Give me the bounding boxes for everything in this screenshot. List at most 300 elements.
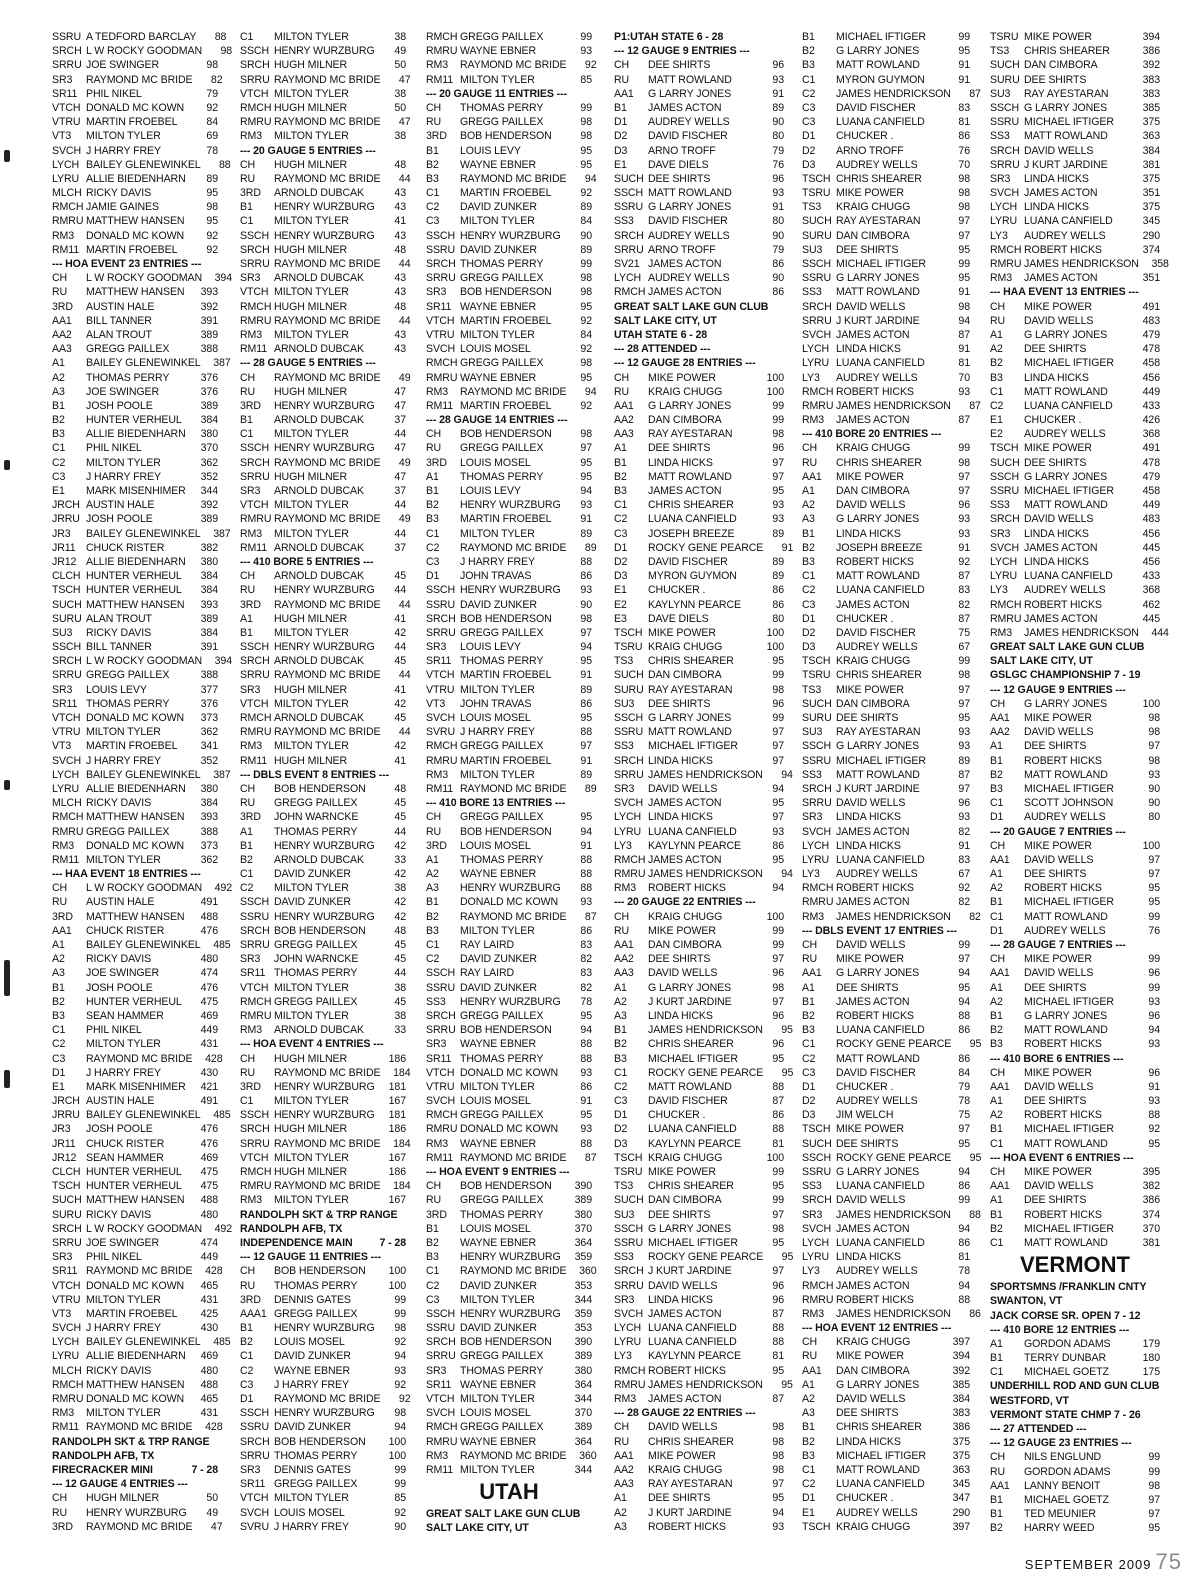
header-text: --- HAA EVENT 13 ENTRIES --- (990, 286, 1139, 299)
class-code: C1 (990, 910, 1004, 923)
class-code: B1 (614, 1024, 627, 1037)
class-code: TSRU (614, 1166, 643, 1178)
result-row (240, 569, 406, 583)
score: 91 (958, 73, 970, 86)
header-text: SWANTON, VT (990, 1295, 1063, 1308)
score: 42 (394, 868, 406, 881)
shooter-name: MATT ROWLAND (648, 187, 732, 200)
result-row (802, 839, 970, 853)
result-row (52, 200, 218, 214)
shooter-name: MATT ROWLAND (836, 768, 920, 781)
result-row (240, 1435, 406, 1449)
result-row (614, 1208, 784, 1222)
score: 474 (200, 967, 218, 980)
class-code: SRRU (614, 243, 644, 256)
class-code: TSRU (802, 187, 831, 200)
shooter-name: AUDREY WELLS (836, 158, 918, 171)
shooter-name: JAMES ACTON (648, 286, 722, 299)
class-code: C2 (802, 584, 816, 597)
shooter-name: HUGH MILNER (274, 1052, 348, 1065)
class-code: RMRU (802, 399, 834, 412)
score: 175 (1142, 1366, 1160, 1379)
score: 45 (394, 570, 406, 583)
class-code: RU (240, 1066, 256, 1079)
score: 90 (772, 116, 784, 129)
class-code: TSRU (614, 641, 643, 654)
shooter-name: BAILEY GLENEWINKEL (86, 768, 201, 781)
shooter-name: MARTIN FROEBEL (460, 754, 552, 767)
result-row (990, 172, 1160, 186)
result-row (240, 668, 411, 682)
score: 94 (958, 1166, 970, 1178)
result-row (802, 1364, 970, 1378)
class-code: D3 (614, 570, 628, 583)
shooter-name: G LARRY JONES (836, 272, 920, 285)
class-code: 3RD (240, 399, 261, 412)
header-text: GREAT SALT LAKE GUN CLUB (614, 300, 769, 313)
score: 383 (1142, 87, 1160, 100)
result-row (990, 1465, 1160, 1479)
class-code: A1 (990, 868, 1003, 881)
result-row (802, 1264, 970, 1278)
shooter-name: RICKY DAVIS (86, 626, 152, 639)
shooter-name: CHUCK RISTER (86, 924, 165, 937)
shooter-name: DEE SHIRTS (836, 243, 899, 256)
score: 38 (394, 981, 406, 994)
shooter-name: KRAIG CHUGG (648, 641, 723, 654)
class-code: SR11 (52, 87, 78, 100)
shooter-name: JIM WELCH (836, 1109, 894, 1122)
class-code: C2 (240, 882, 254, 895)
result-row (802, 825, 970, 839)
shooter-name: MATTHEW HANSEN (86, 811, 185, 824)
result-row (990, 441, 1160, 455)
class-code: RU (614, 73, 630, 86)
score: 93 (580, 1123, 592, 1136)
score: 385 (952, 1378, 970, 1391)
class-code: RM11 (426, 782, 454, 795)
score: 93 (580, 45, 592, 58)
shooter-name: JOHN WARNCKE (274, 953, 359, 966)
shooter-name: DAVID FISCHER (836, 626, 916, 639)
class-code: B2 (240, 1336, 253, 1349)
shooter-name: LINDA HICKS (648, 1009, 713, 1022)
class-code: VTCH (240, 499, 269, 512)
class-code: SR3 (802, 1208, 823, 1221)
class-code: A3 (52, 967, 65, 980)
result-row (802, 1052, 970, 1066)
result-row (52, 1293, 218, 1307)
score: 430 (200, 1322, 218, 1335)
score: 43 (394, 272, 406, 285)
result-row (52, 654, 233, 668)
section-header (990, 654, 1160, 668)
shooter-name: RAYMOND MC BRIDE (460, 910, 567, 923)
result-row (802, 271, 970, 285)
score: 98 (206, 59, 218, 72)
class-code: SU3 (52, 626, 73, 639)
class-code: A1 (240, 612, 253, 625)
class-code: SSCH (240, 229, 270, 242)
score: 444 (1151, 626, 1169, 639)
score: 88 (1148, 1109, 1160, 1122)
result-row (614, 87, 784, 101)
shooter-name: JAMES ACTON (1024, 612, 1098, 625)
result-row (614, 1236, 784, 1250)
class-code: SU3 (614, 1208, 635, 1221)
class-code: SRRU (52, 59, 82, 72)
score: 395 (1142, 1166, 1160, 1178)
section-header (990, 1323, 1160, 1337)
class-code: RMRU (240, 513, 272, 526)
section-header (990, 285, 1160, 299)
score: 99 (772, 924, 784, 937)
class-code: CH (240, 371, 256, 384)
score: 44 (398, 726, 411, 739)
class-code: LYCH (614, 272, 642, 285)
class-code: SS3 (614, 1251, 634, 1264)
class-code: RU (52, 286, 68, 299)
shooter-name: HUGH MILNER (274, 1166, 348, 1178)
result-row (52, 441, 218, 455)
shooter-name: RAYMOND MC BRIDE (86, 73, 193, 86)
shooter-name: GREGG PAILLEX (460, 1109, 544, 1122)
score: 97 (958, 697, 970, 710)
score: 353 (574, 1322, 592, 1335)
score: 92 (584, 59, 597, 72)
class-code: E2 (614, 598, 627, 611)
class-code: SSRU (802, 754, 832, 767)
class-code: C2 (426, 541, 440, 554)
shooter-name: THOMAS PERRY (274, 1449, 358, 1462)
shooter-name: LUANA CANFIELD (648, 1336, 737, 1349)
result-row (426, 966, 592, 980)
class-code: JR3 (52, 527, 71, 540)
result-row (614, 810, 784, 824)
score: 88 (580, 853, 592, 866)
shooter-name: DAVID ZUNKER (460, 1279, 537, 1292)
score: 86 (580, 924, 592, 937)
result-row (426, 243, 592, 257)
shooter-name: J HARRY FREY (86, 754, 161, 767)
class-code: SR3 (426, 1038, 447, 1051)
result-row (426, 371, 592, 385)
score: 98 (220, 45, 233, 58)
scan-mark (4, 460, 10, 470)
class-code: LYCH (802, 343, 830, 356)
result-row (802, 1208, 981, 1222)
result-row (802, 725, 970, 739)
result-row (802, 1023, 970, 1037)
result-row (52, 810, 218, 824)
shooter-name: LINDA HICKS (1024, 172, 1089, 185)
class-code: C2 (52, 456, 66, 469)
score: 394 (214, 655, 233, 668)
shooter-name: MICHAEL IFTIGER (1024, 1123, 1114, 1136)
result-row (802, 512, 970, 526)
shooter-name: BOB HENDERSON (274, 1265, 366, 1278)
result-row (426, 200, 592, 214)
result-row (990, 58, 1160, 72)
result-row (614, 881, 784, 895)
shooter-name: GREGG PAILLEX (460, 811, 544, 824)
class-code: A1 (990, 328, 1003, 341)
result-row (614, 399, 784, 413)
shooter-name: MILTON TYLER (86, 456, 161, 469)
section-header (240, 1236, 406, 1250)
score: 485 (213, 1336, 231, 1349)
result-row (52, 966, 218, 980)
score: 87 (772, 1393, 784, 1405)
shooter-name: JAMES HENDRICKSON (836, 399, 951, 412)
score: 167 (388, 1095, 406, 1108)
header-text: --- DBLS EVENT 8 ENTRIES --- (240, 768, 390, 781)
shooter-name: JAMES ACTON (836, 598, 910, 611)
class-code: D3 (614, 1137, 628, 1150)
score: 89 (772, 555, 784, 568)
shooter-name: CHRIS SHEARER (648, 655, 734, 668)
page-number: 75 (1155, 1549, 1182, 1574)
result-row (990, 214, 1160, 228)
class-code: 3RD (240, 187, 261, 200)
score: 38 (394, 130, 406, 143)
score: 47 (394, 399, 406, 412)
result-row (240, 1279, 406, 1293)
shooter-name: DAVID WELLS (836, 939, 906, 951)
score: 95 (969, 1151, 982, 1164)
score: 92 (394, 1336, 406, 1349)
score: 93 (772, 499, 784, 512)
result-row (614, 427, 784, 441)
score: 100 (388, 1265, 406, 1278)
section-header (426, 1165, 592, 1179)
score: 45 (394, 712, 406, 724)
shooter-name: MILTON TYLER (460, 1393, 535, 1405)
result-row (990, 1094, 1160, 1108)
score: 389 (574, 1421, 592, 1434)
shooter-name: BOB HENDERSON (460, 1024, 552, 1037)
shooter-name: WAYNE EBNER (460, 45, 537, 58)
result-row (426, 541, 597, 555)
class-code: VTRU (52, 1293, 81, 1306)
shooter-name: GREGG PAILLEX (274, 995, 358, 1008)
result-row (990, 1450, 1160, 1464)
score: 43 (394, 286, 406, 299)
shooter-name: RAYMOND MC BRIDE (460, 385, 567, 398)
class-code: VT3 (52, 740, 72, 753)
result-row (614, 1520, 784, 1534)
result-row (52, 1179, 218, 1193)
score: 100 (766, 910, 784, 923)
result-row (52, 129, 218, 143)
score: 86 (772, 286, 784, 299)
score: 95 (958, 981, 970, 994)
shooter-name: RAYMOND MC BRIDE (274, 1180, 381, 1193)
class-code: C2 (426, 201, 440, 214)
score: 88 (580, 1052, 592, 1065)
score: 96 (958, 797, 970, 810)
result-row (240, 271, 406, 285)
result-row (802, 1435, 970, 1449)
shooter-name: DAVID WELLS (648, 782, 718, 795)
result-row (426, 640, 592, 654)
class-code: LYCH (52, 158, 80, 171)
class-code: RU (240, 1279, 256, 1292)
class-code: RU (426, 1194, 442, 1207)
shooter-name: RAY AYESTARAN (648, 683, 733, 696)
score: 362 (200, 726, 218, 739)
shooter-name: HUNTER VERHEUL (86, 414, 182, 427)
result-row (802, 115, 970, 129)
shooter-name: MILTON TYLER (460, 683, 535, 696)
class-code: RM3 (802, 414, 825, 427)
score: 456 (1142, 371, 1160, 384)
score: 92 (206, 243, 218, 256)
class-code: LYRU (990, 215, 1018, 228)
shooter-name: DAVID ZUNKER (460, 953, 537, 966)
class-code: CH (240, 782, 256, 795)
result-row (52, 1122, 218, 1136)
score: 97 (580, 740, 592, 753)
score: 360 (579, 1265, 597, 1278)
class-code: SS3 (614, 740, 634, 753)
class-code: SR11 (52, 1265, 78, 1278)
shooter-name: MATT ROWLAND (1024, 768, 1108, 781)
result-row (614, 1349, 784, 1363)
result-row (52, 697, 218, 711)
class-code: RMRU (614, 868, 646, 881)
score: 82 (969, 910, 981, 923)
result-row (990, 839, 1160, 853)
shooter-name: MIKE POWER (648, 924, 716, 937)
score: 89 (580, 683, 592, 696)
score: 97 (1148, 853, 1160, 866)
score: 98 (580, 286, 592, 299)
shooter-name: BOB HENDERSON (460, 428, 552, 441)
shooter-name: DEE SHIRTS (1024, 1095, 1087, 1108)
class-code: TS3 (802, 201, 822, 214)
result-row (240, 186, 406, 200)
result-row (240, 158, 406, 172)
score: 45 (394, 953, 406, 966)
class-code: SSCH (240, 1109, 270, 1122)
result-row (802, 683, 970, 697)
shooter-name: TED MEUNIER (1024, 1508, 1096, 1521)
result-row (426, 1264, 597, 1278)
result-row (614, 229, 784, 243)
result-row (802, 1392, 970, 1406)
score: 387 (213, 768, 231, 781)
class-code: C3 (52, 470, 66, 483)
result-row (614, 1491, 784, 1505)
class-code: D1 (52, 1066, 66, 1079)
result-row (426, 683, 592, 697)
shooter-name: MILTON TYLER (274, 882, 349, 895)
class-code: RM11 (240, 343, 268, 356)
result-row (240, 952, 406, 966)
score: 95 (781, 1066, 794, 1079)
result-row (52, 640, 218, 654)
result-row (614, 782, 784, 796)
class-code: B3 (52, 428, 65, 441)
result-row (240, 1321, 406, 1335)
class-code: D2 (614, 130, 628, 143)
score: 99 (1148, 981, 1160, 994)
shooter-name: J HARRY FREY (86, 470, 161, 483)
shooter-name: KRAIG CHUGG (648, 1463, 723, 1476)
class-code: SRCH (240, 655, 270, 668)
class-code: SSCH (240, 641, 270, 654)
shooter-name: MARTIN FROEBEL (460, 314, 552, 327)
class-code: A1 (990, 1337, 1003, 1350)
header-text: GREAT SALT LAKE GUN CLUB (990, 641, 1145, 654)
class-code: RM3 (614, 1393, 637, 1405)
class-code: D1 (240, 1393, 254, 1405)
result-row (990, 470, 1160, 484)
result-row (52, 895, 218, 909)
class-code: RM3 (802, 910, 825, 923)
score: 91 (958, 839, 970, 852)
score: 67 (958, 641, 970, 654)
result-row (802, 73, 970, 87)
shooter-name: MIKE POWER (648, 1166, 716, 1178)
score: 86 (580, 697, 592, 710)
score: 492 (214, 1222, 233, 1235)
score: 351 (1142, 272, 1160, 285)
class-code: SVCH (802, 825, 832, 838)
class-code: RM3 (426, 768, 449, 781)
shooter-name: WAYNE EBNER (460, 1137, 537, 1150)
shooter-name: BOB HENDERSON (460, 1336, 552, 1349)
class-code: RM11 (426, 399, 454, 412)
score: 351 (1142, 187, 1160, 200)
score: 394 (952, 1350, 970, 1363)
score: 364 (574, 1435, 592, 1448)
result-row (614, 527, 784, 541)
shooter-name: HUGH MILNER (86, 1492, 160, 1505)
result-row (240, 1520, 406, 1534)
score: 91 (772, 87, 784, 100)
result-row (240, 427, 406, 441)
shooter-name: MICHAEL IFTIGER (1024, 1222, 1114, 1235)
result-row (240, 328, 406, 342)
class-code: B1 (240, 839, 253, 852)
score: 86 (580, 570, 592, 583)
class-code: RMRU (240, 726, 272, 739)
score: 98 (772, 428, 784, 441)
shooter-name: RAY LAIRD (460, 939, 515, 951)
score: 93 (1148, 995, 1160, 1008)
section-header (240, 144, 406, 158)
class-code: A1 (426, 853, 439, 866)
result-row (614, 73, 784, 87)
result-row (802, 1080, 970, 1094)
result-row (426, 129, 592, 143)
class-code: SSRU (802, 272, 832, 285)
section-header (802, 427, 970, 441)
class-code: A2 (802, 1393, 815, 1405)
results-column-2 (240, 30, 411, 1535)
class-code: SVCH (52, 144, 82, 157)
class-code: CLCH (52, 570, 81, 583)
shooter-name: JOSH POOLE (86, 981, 153, 994)
score: 94 (584, 385, 597, 398)
shooter-name: SCOTT JOHNSON (1024, 797, 1114, 810)
result-row (240, 796, 406, 810)
score: 92 (958, 555, 970, 568)
class-code: RMRU (802, 896, 834, 909)
result-row (802, 640, 970, 654)
